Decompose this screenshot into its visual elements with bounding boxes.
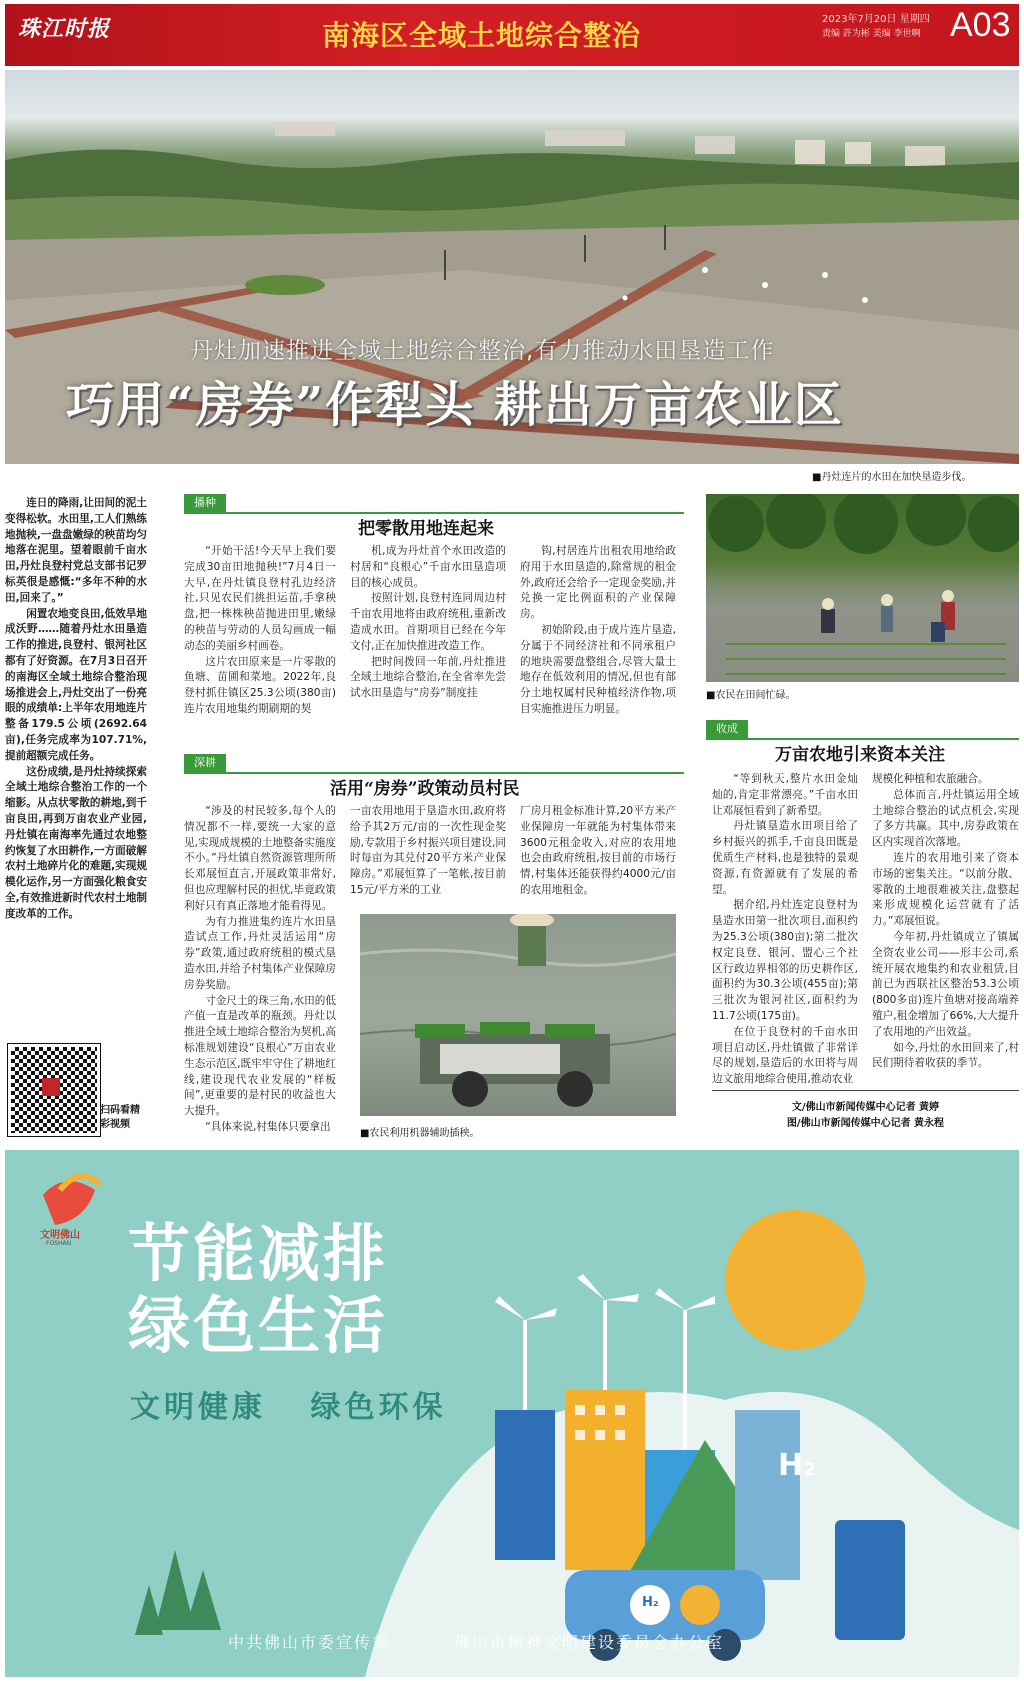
body-paragraph: 初始阶段,由于成片连片垦造,分属于不同经济社和不同承租户的地块需要盘整组合,尽管大量土地存在低效利用的情况,但也有部分土地权属村民种植经济作物,项目实施推进压力明显。 (520, 623, 676, 715)
editors-credit: 责编 許为彬 美编 李世啊 (822, 29, 921, 39)
body-paragraph: 机,成为丹灶首个水田改造的村居和“良根心”千亩水田垦造项目的核心成员。 (350, 545, 506, 589)
body-paragraph: 钩,村居连片出租农用地给政府用于水田垦造的,除常规的租金外,政府还会给予一定现金奖励,并兑换一定比例面积的产业保障房。 (520, 545, 676, 621)
issue-date: 2023年7月20日 星期四 (822, 14, 930, 25)
qr-logo-icon (42, 1078, 60, 1096)
farmers-illustration (706, 494, 1019, 682)
body-paragraph: 厂房月租金标准计算,20平方米产业保障房一年就能为村集体带来3600元租金收入,对应的农用地也会由政府统租,按目前的市场行情,村集体还能获得约4000元/亩的农用地租金。 (520, 805, 676, 896)
body-paragraph: 连片的农用地引来了资本市场的密集关注。“以前分散、零散的土地很难被关注,盘整起来形成规模化运营就有了活力。”邓展恒说。 (872, 851, 1019, 928)
body-paragraph: 这片农田原来是一片零散的鱼塘、苗圃和菜地。2022年,良登村抓住镇区25.3公顷(380亩)连片农用地集约期刷期的契 (184, 655, 336, 715)
farmers-photo-caption: ■农民在田间忙碌。 (706, 690, 796, 701)
ad-sponsor-1: 中共佛山市委宣传部 (228, 1633, 391, 1652)
headline-title: 巧用“房券”作犁头 耕出万亩农业区 (66, 377, 844, 433)
intro-paragraph: 闲置农地变良田,低效旱地成沃野……随着丹灶水田垦造工作的推进,良登村、银河社区都有了好资源。在7月3日召开的南海区全域土地综合整治现场推进会上,丹灶交出了一份亮眼的成绩单:上半年农用地连片整备179.5公顷(2692.64亩),任务完成率为107.71%,提前超额完成任务。 (5, 607, 147, 762)
intro-paragraph: 这份成绩,是丹灶持续探索全域土地综合整治工作的一个缩影。从点状零散的耕地,到千亩良田,再到万亩农业产业园,丹灶镇在南海率先通过农地整约恢复了水田耕作,一方面破解农村土地碎片化的难题,实现规模化运作,另一方面强化粮食安全,有效推进新时代农村土地制度改革的工作。 (5, 765, 147, 920)
transplanter-illustration (360, 914, 676, 1116)
section1-col1 (184, 544, 336, 718)
body-paragraph: “开始干活!今天早上我们要完成30亩田地抛秧!”7月4日一大早,在丹灶镇良登村孔边经济社,只见农民们挑担运苗,手拿秧盘,把一株株秧苗抛进田里,嫩绿的秧苗与劳动的人员勾画成一幅动态的美丽乡村画卷。 (184, 545, 336, 652)
section2-col1 (184, 804, 336, 1136)
page-section-title: 南海区全域土地综合整治 (322, 19, 642, 52)
body-paragraph: “等到秋天,整片水田金灿灿的,肯定非常漂亮。”千亩水田让邓展恒看到了新希望。 (712, 773, 858, 817)
newspaper-logo: 珠江时报 (18, 16, 111, 42)
body-paragraph: 寸金尺土的珠三角,水田的低产值一直是改革的瓶颈。丹灶以推进全域土地综合整治为契机,高标准规划建设“良根心”万亩农业生态示范区,既牢牢守住了耕地红线,建设现代农业发展的“样板间”,更重要的是村民的收益也大大提升。 (184, 994, 336, 1118)
section2-col3 (520, 804, 676, 899)
photographer-credit: 图/佛山市新闻传媒中心记者 黄永程 (786, 1118, 945, 1129)
section-heading: 万亩农地引来资本关注 (775, 745, 945, 765)
intro-column (5, 496, 147, 923)
body-paragraph: 一亩农用地用于垦造水田,政府将给予其2万元/亩的一次性现金奖励,专款用于乡村振兴项目建设,同时每亩为其兑付20平方米产业保障房。”邓展恒算了一笔帐,按目前15元/平方米的工业 (350, 805, 506, 896)
section-tag-harvest: 收成 (706, 720, 748, 738)
body-paragraph: 按照计划,良登村连同周边村千亩农用地将由政府统租,重新改造成水田。首期项目已经在今年文付,正在加快推进改造工作。 (350, 592, 506, 652)
reporter-credit: 文/佛山市新闻传媒中心记者 黄婷 (791, 1102, 940, 1113)
section1-col2 (350, 544, 506, 702)
body-paragraph: 在位于良登村的千亩水田项目启动区,丹灶镇做了非常详尽的规划,垦造后的水田将与周边文旅用地综合使用,推动农业 (712, 1025, 858, 1086)
ad-slogan-2: 绿色环保 (310, 1390, 447, 1425)
qr-label: 扫码看精彩视频 (100, 1105, 140, 1130)
intro-paragraph: 连日的降雨,让田间的泥土变得松软。水田里,工人们熟练地抛秧,一盘盘嫩绿的秧苗均匀地落在泥里。望着眼前千亩水田,丹灶良登村党总支部书记罗标英很是感慨:“多年不种的水田,回来了。” (5, 497, 147, 604)
body-paragraph: “具体来说,村集体只要拿出 (205, 1120, 331, 1133)
body-paragraph: 丹灶镇垦造水田项目给了乡村振兴的抓手,千亩良田既是优质生产材料,也是独特的景观资源,有资源就有了发展的希望。 (712, 820, 858, 896)
farmers-photo (706, 494, 1019, 682)
section-tag-sowing: 播种 (184, 494, 226, 512)
hero-caption: ■丹灶连片的水田在加快垦造步伐。 (812, 472, 972, 483)
transplanter-photo-caption: ■农民利用机器辅助插秧。 (360, 1128, 480, 1139)
ad-slogan-1: 文明健康 (130, 1390, 266, 1425)
ad-headline-line1: 节能减排 (128, 1217, 389, 1290)
ad-logo-text: 文明佛山 (40, 1230, 80, 1241)
ad-logo-sub: FOSHAN (46, 1240, 72, 1247)
h2-station-label: H₂ (778, 1448, 817, 1483)
section2-col2 (350, 804, 506, 899)
section3-col2 (872, 772, 1019, 1072)
headline-subtitle: 丹灶加速推进全域土地综合整治,有力推动水田垦造工作 (190, 338, 775, 364)
body-paragraph: 如今,丹灶的水田回来了,村民们期待着收获的季节。 (872, 1041, 1019, 1070)
qr-code[interactable] (8, 1044, 100, 1136)
body-paragraph: 为有力推进集约连片水田垦造试点工作,丹灶灵活运用“房券”政策,通过政府统租的模式垦造水田,并给予村集体产业保障房房券奖励。 (184, 915, 336, 991)
section-heading: 把零散用地连起来 (358, 519, 494, 539)
ad-slogan (130, 1382, 446, 1426)
ad-headline (128, 1218, 388, 1362)
ad-sponsor-2: 佛山市精神文明建设委员会办公室 (454, 1633, 725, 1652)
body-paragraph: 规模化种植和农旅融合。 (872, 773, 989, 785)
section3-col1 (712, 772, 858, 1088)
page-number: A03 (950, 6, 1011, 44)
body-paragraph: 今年初,丹灶镇成立了镇属全资农业公司——形丰公司,系统开展农地集约和农业租赁,目前已为西联社区整治53.3公顷(800多亩)连片鱼塘对接高端养殖户,租金增加了66%,大大提升了农用地的产出效益。 (872, 930, 1019, 1038)
body-paragraph: 总体而言,丹灶镇运用全域土地综合整治的试点机会,实现了多方共赢。其中,房券政策在区内实现首次落地。 (872, 788, 1019, 849)
section-tag-deep-plough: 深耕 (184, 754, 226, 772)
body-paragraph: 把时间拨回一年前,丹灶推进全域土地综合整治,在全省率先尝试水田垦造与“房券”制度挂 (350, 655, 506, 700)
body-paragraph: “涉及的村民较多,每个人的情况都不一样,要统一大家的意见,实现成规模的土地整备实施度不小。”丹灶镇自然资源管理所所长邓展恒直言,开展政策非常好,但也应理解村民的担忧,毕竟政策利好只有真正落地才能看得见。 (184, 805, 336, 912)
h2-car-label: H₂ (642, 1595, 659, 1610)
divider (712, 1090, 1019, 1091)
section-heading: 活用“房券”政策动员村民 (330, 779, 520, 799)
body-paragraph: 据介绍,丹灶连定良登村为垦造水田第一批次项目,面积约为25.3公顷(380亩);第二批次权定良登、银河、盟心三个社区行政边界相邻的历史耕作区,面积约为30.3公顷(455亩);第三批次为银河社区,面积约为11.7公顷(175亩)。 (712, 899, 858, 1022)
transplanter-photo (360, 914, 676, 1116)
section1-col3 (520, 544, 676, 718)
ad-headline-line2: 绿色生活 (128, 1289, 389, 1362)
